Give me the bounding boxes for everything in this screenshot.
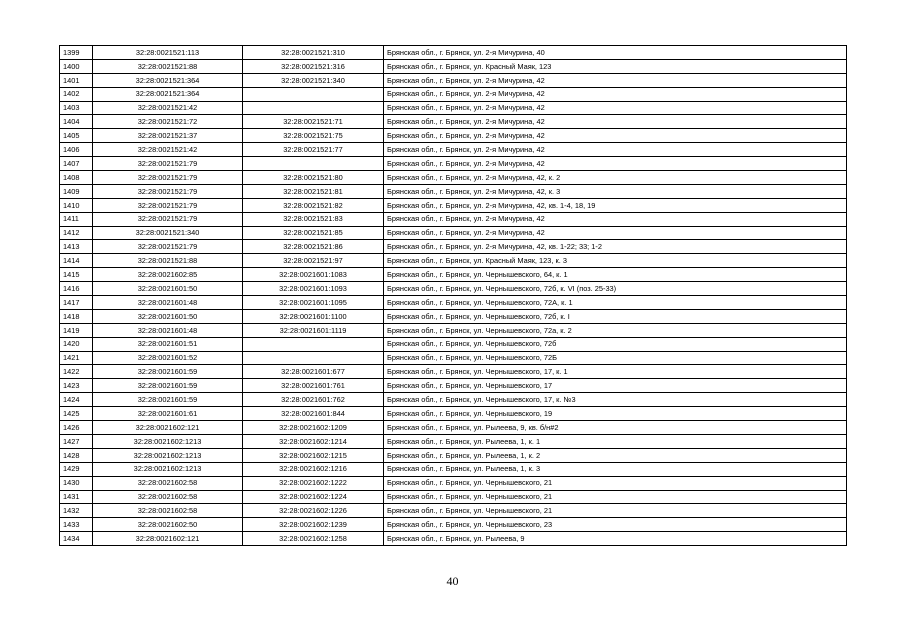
row-number-cell: 1410 bbox=[60, 198, 93, 212]
object-cadastral-number-cell: 32:28:0021601:844 bbox=[243, 407, 384, 421]
table-row bbox=[60, 365, 847, 379]
table-row bbox=[60, 171, 847, 185]
row-number-cell: 1408 bbox=[60, 171, 93, 185]
object-cadastral-number-cell: 32:28:0021602:1214 bbox=[243, 434, 384, 448]
land-cadastral-number-cell: 32:28:0021601:51 bbox=[93, 337, 243, 351]
address-cell: Брянская обл., г. Брянск, ул. 2-я Мичурина, 42 bbox=[384, 73, 847, 87]
row-number-cell: 1422 bbox=[60, 365, 93, 379]
land-cadastral-number-cell: 32:28:0021521:42 bbox=[93, 101, 243, 115]
address-cell: Брянская обл., г. Брянск, ул. Чернышевского, 64, к. 1 bbox=[384, 268, 847, 282]
table-row bbox=[60, 240, 847, 254]
land-cadastral-number-cell: 32:28:0021521:88 bbox=[93, 59, 243, 73]
land-cadastral-number-cell: 32:28:0021602:121 bbox=[93, 532, 243, 546]
object-cadastral-number-cell bbox=[243, 351, 384, 365]
table-row bbox=[60, 490, 847, 504]
table-row bbox=[60, 157, 847, 171]
row-number-cell: 1434 bbox=[60, 532, 93, 546]
row-number-cell: 1430 bbox=[60, 476, 93, 490]
row-number-cell: 1419 bbox=[60, 323, 93, 337]
address-cell: Брянская обл., г. Брянск, ул. 2-я Мичурина, 42 bbox=[384, 143, 847, 157]
row-number-cell: 1411 bbox=[60, 212, 93, 226]
table-row bbox=[60, 337, 847, 351]
land-cadastral-number-cell: 32:28:0021602:58 bbox=[93, 504, 243, 518]
land-cadastral-number-cell: 32:28:0021601:50 bbox=[93, 282, 243, 296]
table-row bbox=[60, 296, 847, 310]
address-cell: Брянская обл., г. Брянск, ул. 2-я Мичурина, 42 bbox=[384, 157, 847, 171]
land-cadastral-number-cell: 32:28:0021521:364 bbox=[93, 87, 243, 101]
object-cadastral-number-cell bbox=[243, 337, 384, 351]
address-cell: Брянская обл., г. Брянск, ул. Чернышевского, 17, к. №3 bbox=[384, 393, 847, 407]
table-row bbox=[60, 351, 847, 365]
address-cell: Брянская обл., г. Брянск, ул. Чернышевского, 72А, к. 1 bbox=[384, 296, 847, 310]
object-cadastral-number-cell: 32:28:0021601:762 bbox=[243, 393, 384, 407]
address-cell: Брянская обл., г. Брянск, ул. 2-я Мичурина, 42, к. 3 bbox=[384, 184, 847, 198]
land-cadastral-number-cell: 32:28:0021521:113 bbox=[93, 46, 243, 60]
row-number-cell: 1416 bbox=[60, 282, 93, 296]
object-cadastral-number-cell: 32:28:0021602:1222 bbox=[243, 476, 384, 490]
table-row bbox=[60, 504, 847, 518]
object-cadastral-number-cell: 32:28:0021521:97 bbox=[243, 254, 384, 268]
registry-table-body bbox=[60, 46, 847, 546]
land-cadastral-number-cell: 32:28:0021601:61 bbox=[93, 407, 243, 421]
row-number-cell: 1425 bbox=[60, 407, 93, 421]
row-number-cell: 1431 bbox=[60, 490, 93, 504]
address-cell: Брянская обл., г. Брянск, ул. 2-я Мичурина, 42 bbox=[384, 212, 847, 226]
land-cadastral-number-cell: 32:28:0021602:121 bbox=[93, 421, 243, 435]
object-cadastral-number-cell: 32:28:0021602:1239 bbox=[243, 518, 384, 532]
row-number-cell: 1399 bbox=[60, 46, 93, 60]
table-row bbox=[60, 46, 847, 60]
table-row bbox=[60, 226, 847, 240]
land-cadastral-number-cell: 32:28:0021601:59 bbox=[93, 365, 243, 379]
table-row bbox=[60, 434, 847, 448]
row-number-cell: 1401 bbox=[60, 73, 93, 87]
table-row bbox=[60, 254, 847, 268]
land-cadastral-number-cell: 32:28:0021601:59 bbox=[93, 393, 243, 407]
address-cell: Брянская обл., г. Брянск, ул. Чернышевского, 21 bbox=[384, 490, 847, 504]
object-cadastral-number-cell: 32:28:0021602:1258 bbox=[243, 532, 384, 546]
table-row bbox=[60, 448, 847, 462]
land-cadastral-number-cell: 32:28:0021602:1213 bbox=[93, 448, 243, 462]
table-row bbox=[60, 476, 847, 490]
address-cell: Брянская обл., г. Брянск, ул. 2-я Мичурина, 42 bbox=[384, 101, 847, 115]
address-cell: Брянская обл., г. Брянск, ул. Чернышевского, 72а, к. 2 bbox=[384, 323, 847, 337]
table-row bbox=[60, 101, 847, 115]
address-cell: Брянская обл., г. Брянск, ул. 2-я Мичурина, 42, кв. 1-4, 18, 19 bbox=[384, 198, 847, 212]
object-cadastral-number-cell: 32:28:0021521:83 bbox=[243, 212, 384, 226]
row-number-cell: 1413 bbox=[60, 240, 93, 254]
address-cell: Брянская обл., г. Брянск, ул. Чернышевского, 72б bbox=[384, 337, 847, 351]
table-row bbox=[60, 393, 847, 407]
table-row bbox=[60, 282, 847, 296]
address-cell: Брянская обл., г. Брянск, ул. Чернышевского, 72Б bbox=[384, 351, 847, 365]
row-number-cell: 1420 bbox=[60, 337, 93, 351]
address-cell: Брянская обл., г. Брянск, ул. Чернышевского, 72б, к. I bbox=[384, 309, 847, 323]
address-cell: Брянская обл., г. Брянск, ул. Рылеева, 9, кв. б/н#2 bbox=[384, 421, 847, 435]
land-cadastral-number-cell: 32:28:0021521:79 bbox=[93, 240, 243, 254]
object-cadastral-number-cell: 32:28:0021601:1100 bbox=[243, 309, 384, 323]
land-cadastral-number-cell: 32:28:0021521:340 bbox=[93, 226, 243, 240]
row-number-cell: 1433 bbox=[60, 518, 93, 532]
land-cadastral-number-cell: 32:28:0021602:1213 bbox=[93, 462, 243, 476]
row-number-cell: 1428 bbox=[60, 448, 93, 462]
address-cell: Брянская обл., г. Брянск, ул. 2-я Мичурина, 42 bbox=[384, 115, 847, 129]
row-number-cell: 1417 bbox=[60, 296, 93, 310]
row-number-cell: 1421 bbox=[60, 351, 93, 365]
registry-table bbox=[59, 45, 847, 546]
address-cell: Брянская обл., г. Брянск, ул. Чернышевского, 21 bbox=[384, 504, 847, 518]
land-cadastral-number-cell: 32:28:0021602:58 bbox=[93, 490, 243, 504]
table-row bbox=[60, 59, 847, 73]
table-row bbox=[60, 379, 847, 393]
object-cadastral-number-cell: 32:28:0021601:1095 bbox=[243, 296, 384, 310]
object-cadastral-number-cell: 32:28:0021521:80 bbox=[243, 171, 384, 185]
object-cadastral-number-cell: 32:28:0021602:1216 bbox=[243, 462, 384, 476]
land-cadastral-number-cell: 32:28:0021521:72 bbox=[93, 115, 243, 129]
object-cadastral-number-cell: 32:28:0021601:677 bbox=[243, 365, 384, 379]
table-row bbox=[60, 407, 847, 421]
table-row bbox=[60, 73, 847, 87]
object-cadastral-number-cell: 32:28:0021521:82 bbox=[243, 198, 384, 212]
object-cadastral-number-cell: 32:28:0021602:1224 bbox=[243, 490, 384, 504]
address-cell: Брянская обл., г. Брянск, ул. Чернышевского, 72б, к. VI (поз. 25-33) bbox=[384, 282, 847, 296]
address-cell: Брянская обл., г. Брянск, ул. 2-я Мичурина, 42 bbox=[384, 226, 847, 240]
address-cell: Брянская обл., г. Брянск, ул. 2-я Мичурина, 42, к. 2 bbox=[384, 171, 847, 185]
object-cadastral-number-cell: 32:28:0021521:75 bbox=[243, 129, 384, 143]
address-cell: Брянская обл., г. Брянск, ул. Рылеева, 1, к. 2 bbox=[384, 448, 847, 462]
table-row bbox=[60, 198, 847, 212]
land-cadastral-number-cell: 32:28:0021602:50 bbox=[93, 518, 243, 532]
object-cadastral-number-cell: 32:28:0021601:761 bbox=[243, 379, 384, 393]
land-cadastral-number-cell: 32:28:0021521:79 bbox=[93, 184, 243, 198]
land-cadastral-number-cell: 32:28:0021521:79 bbox=[93, 198, 243, 212]
object-cadastral-number-cell bbox=[243, 101, 384, 115]
table-row bbox=[60, 323, 847, 337]
object-cadastral-number-cell: 32:28:0021602:1226 bbox=[243, 504, 384, 518]
object-cadastral-number-cell: 32:28:0021521:85 bbox=[243, 226, 384, 240]
row-number-cell: 1423 bbox=[60, 379, 93, 393]
land-cadastral-number-cell: 32:28:0021602:1213 bbox=[93, 434, 243, 448]
object-cadastral-number-cell bbox=[243, 157, 384, 171]
row-number-cell: 1415 bbox=[60, 268, 93, 282]
table-row bbox=[60, 143, 847, 157]
row-number-cell: 1409 bbox=[60, 184, 93, 198]
address-cell: Брянская обл., г. Брянск, ул. Красный Маяк, 123, к. 3 bbox=[384, 254, 847, 268]
land-cadastral-number-cell: 32:28:0021602:58 bbox=[93, 476, 243, 490]
row-number-cell: 1400 bbox=[60, 59, 93, 73]
object-cadastral-number-cell: 32:28:0021521:81 bbox=[243, 184, 384, 198]
object-cadastral-number-cell: 32:28:0021601:1119 bbox=[243, 323, 384, 337]
object-cadastral-number-cell: 32:28:0021602:1209 bbox=[243, 421, 384, 435]
table-row bbox=[60, 129, 847, 143]
row-number-cell: 1403 bbox=[60, 101, 93, 115]
object-cadastral-number-cell: 32:28:0021602:1215 bbox=[243, 448, 384, 462]
object-cadastral-number-cell bbox=[243, 87, 384, 101]
row-number-cell: 1432 bbox=[60, 504, 93, 518]
address-cell: Брянская обл., г. Брянск, ул. Рылеева, 1, к. 1 bbox=[384, 434, 847, 448]
table-row bbox=[60, 309, 847, 323]
land-cadastral-number-cell: 32:28:0021601:52 bbox=[93, 351, 243, 365]
land-cadastral-number-cell: 32:28:0021521:42 bbox=[93, 143, 243, 157]
object-cadastral-number-cell: 32:28:0021521:340 bbox=[243, 73, 384, 87]
table-row bbox=[60, 532, 847, 546]
row-number-cell: 1424 bbox=[60, 393, 93, 407]
object-cadastral-number-cell: 32:28:0021521:316 bbox=[243, 59, 384, 73]
page-number: 40 bbox=[446, 574, 459, 588]
address-cell: Брянская обл., г. Брянск, ул. Чернышевского, 17 bbox=[384, 379, 847, 393]
land-cadastral-number-cell: 32:28:0021521:79 bbox=[93, 157, 243, 171]
land-cadastral-number-cell: 32:28:0021601:50 bbox=[93, 309, 243, 323]
row-number-cell: 1405 bbox=[60, 129, 93, 143]
table-row bbox=[60, 268, 847, 282]
land-cadastral-number-cell: 32:28:0021601:48 bbox=[93, 323, 243, 337]
object-cadastral-number-cell: 32:28:0021601:1083 bbox=[243, 268, 384, 282]
row-number-cell: 1418 bbox=[60, 309, 93, 323]
address-cell: Брянская обл., г. Брянск, ул. 2-я Мичурина, 40 bbox=[384, 46, 847, 60]
row-number-cell: 1426 bbox=[60, 421, 93, 435]
table-row bbox=[60, 184, 847, 198]
address-cell: Брянская обл., г. Брянск, ул. Рылеева, 1, к. 3 bbox=[384, 462, 847, 476]
object-cadastral-number-cell: 32:28:0021521:310 bbox=[243, 46, 384, 60]
land-cadastral-number-cell: 32:28:0021602:85 bbox=[93, 268, 243, 282]
table-row bbox=[60, 87, 847, 101]
land-cadastral-number-cell: 32:28:0021521:88 bbox=[93, 254, 243, 268]
land-cadastral-number-cell: 32:28:0021601:48 bbox=[93, 296, 243, 310]
land-cadastral-number-cell: 32:28:0021521:37 bbox=[93, 129, 243, 143]
land-cadastral-number-cell: 32:28:0021521:364 bbox=[93, 73, 243, 87]
table-row bbox=[60, 212, 847, 226]
table-row bbox=[60, 115, 847, 129]
row-number-cell: 1414 bbox=[60, 254, 93, 268]
row-number-cell: 1427 bbox=[60, 434, 93, 448]
address-cell: Брянская обл., г. Брянск, ул. Чернышевского, 19 bbox=[384, 407, 847, 421]
table-row bbox=[60, 462, 847, 476]
land-cadastral-number-cell: 32:28:0021601:59 bbox=[93, 379, 243, 393]
object-cadastral-number-cell: 32:28:0021521:77 bbox=[243, 143, 384, 157]
table-row bbox=[60, 518, 847, 532]
address-cell: Брянская обл., г. Брянск, ул. 2-я Мичурина, 42 bbox=[384, 87, 847, 101]
address-cell: Брянская обл., г. Брянск, ул. 2-я Мичурина, 42 bbox=[384, 129, 847, 143]
object-cadastral-number-cell: 32:28:0021521:86 bbox=[243, 240, 384, 254]
address-cell: Брянская обл., г. Брянск, ул. Чернышевского, 17, к. 1 bbox=[384, 365, 847, 379]
land-cadastral-number-cell: 32:28:0021521:79 bbox=[93, 171, 243, 185]
row-number-cell: 1429 bbox=[60, 462, 93, 476]
address-cell: Брянская обл., г. Брянск, ул. Чернышевского, 23 bbox=[384, 518, 847, 532]
row-number-cell: 1407 bbox=[60, 157, 93, 171]
address-cell: Брянская обл., г. Брянск, ул. Красный Маяк, 123 bbox=[384, 59, 847, 73]
address-cell: Брянская обл., г. Брянск, ул. Рылеева, 9 bbox=[384, 532, 847, 546]
row-number-cell: 1406 bbox=[60, 143, 93, 157]
table-row bbox=[60, 421, 847, 435]
object-cadastral-number-cell: 32:28:0021521:71 bbox=[243, 115, 384, 129]
address-cell: Брянская обл., г. Брянск, ул. 2-я Мичурина, 42, кв. 1-22; 33; 1-2 bbox=[384, 240, 847, 254]
address-cell: Брянская обл., г. Брянск, ул. Чернышевского, 21 bbox=[384, 476, 847, 490]
row-number-cell: 1412 bbox=[60, 226, 93, 240]
row-number-cell: 1404 bbox=[60, 115, 93, 129]
land-cadastral-number-cell: 32:28:0021521:79 bbox=[93, 212, 243, 226]
row-number-cell: 1402 bbox=[60, 87, 93, 101]
object-cadastral-number-cell: 32:28:0021601:1093 bbox=[243, 282, 384, 296]
